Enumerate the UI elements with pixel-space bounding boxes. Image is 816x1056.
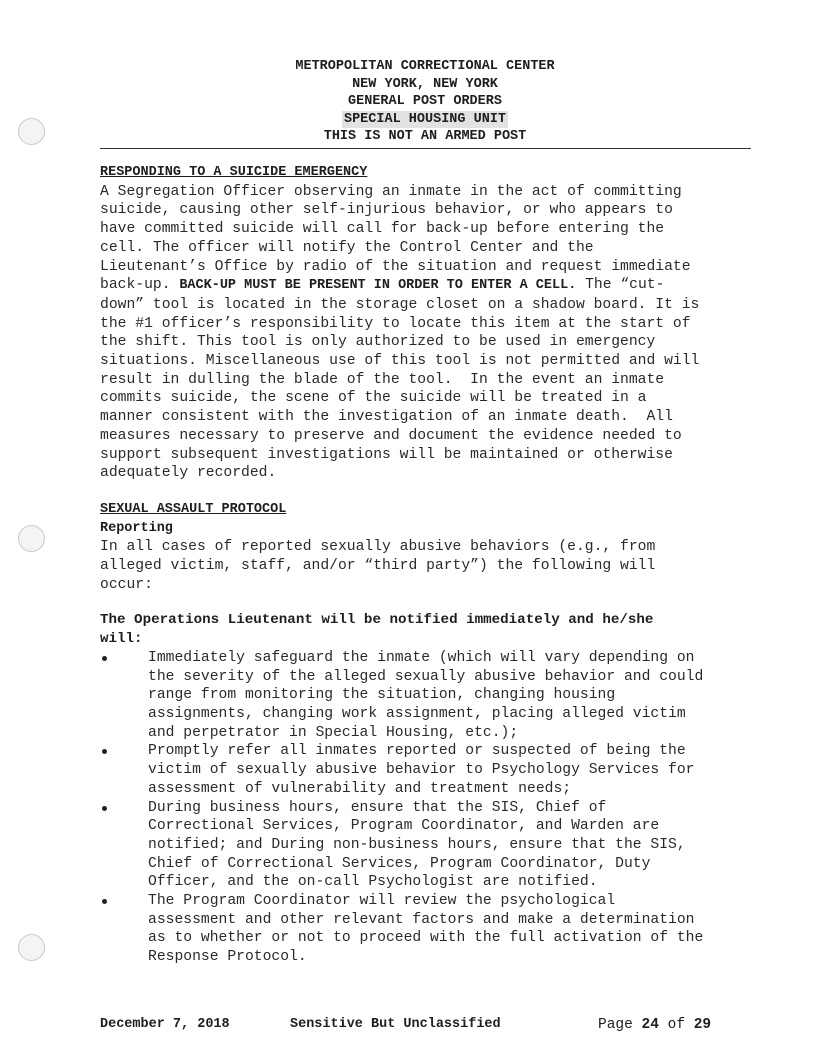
list-item: During business hours, ensure that the SIS, Chief of Correctional Services, Program Coordinator, and Warden are notified; and During non-business hours, ensure that the SIS, Chief of Correctional Services, Program Coordinator, Duty Officer, and the on-call Psychologist are notified. [100, 799, 760, 893]
list-item: Immediately safeguard the inmate (which will vary depending on the severity of the alleged sexually abusive behavior and could range from monitoring the situation, changing housing assignments, changing work assignment, placing alleged victim and perpetrator in Special Housing, etc.); [100, 649, 760, 743]
lieutenant-intro: The Operations Lieutenant will be notified immediately and he/she will: [100, 612, 654, 648]
bullet-icon [102, 656, 107, 661]
reporting-paragraph: In all cases of reported sexually abusive behaviors (e.g., from alleged victim, staff, and/or “third party”) the following will occur: [100, 539, 656, 593]
list-item: The Program Coordinator will review the psychological assessment and other relevant factors and make a determination as to whether or not to proceed with the full activation of the Response Protocol. [100, 892, 760, 967]
bullet-icon [102, 806, 107, 811]
footer-date: December 7, 2018 [100, 1017, 230, 1032]
header-divider [100, 148, 751, 149]
punch-hole [18, 525, 45, 552]
document-body [100, 164, 760, 967]
header-line: SPECIAL HOUSING UNIT [343, 111, 507, 127]
punch-hole [18, 118, 45, 145]
header-line: THIS IS NOT AN ARMED POST [323, 129, 527, 144]
lieutenant-duties-list [100, 649, 760, 967]
header-line: GENERAL POST ORDERS [348, 94, 502, 109]
footer-classification: Sensitive But Unclassified [290, 1017, 501, 1032]
document-header [100, 58, 750, 146]
list-item: Promptly refer all inmates reported or suspected of being the victim of sexually abusive behavior to Psychology Services for assessment of vulnerability and treatment needs; [100, 742, 760, 798]
subsection-title-reporting: Reporting [100, 520, 173, 536]
bullet-icon [102, 899, 107, 904]
header-line: NEW YORK, NEW YORK [352, 76, 498, 92]
page-number: Page 24 of 29 [598, 1017, 712, 1033]
backup-warning: BACK-UP MUST BE PRESENT IN ORDER TO ENTER A CELL. [179, 278, 577, 294]
section-title-sexual-assault: SEXUAL ASSAULT PROTOCOL [100, 501, 287, 517]
punch-hole [18, 934, 45, 961]
section-title-suicide: RESPONDING TO A SUICIDE EMERGENCY [100, 165, 368, 180]
suicide-paragraph: A Segregation Officer observing an inmate in the act of committing suicide, causing other self-injurious behavior, or who appears to have committed suicide will call for back-up before entering the cell. The officer will notify the Control Center and the Lieutenant’s Office by radio of the situation and request immediate back-up. BACK-UP MUST BE PRESENT IN ORDER TO ENTER A CELL. The “cut- down” tool is located in the storage closet on a shadow board. It is the #1 officer’s responsibility to locate this item at the start of the shift. This tool is only authorized to be used in emergency situations. Miscellaneous use of this tool is not permitted and will result in dulling the blade of the tool. In the event an inmate commits suicide, the scene of the suicide will be treated in a manner consistent with the investigation of an inmate death. All measures necessary to preserve and document the evidence needed to support subsequent investigations will be maintained or otherwise adequately recorded. [100, 183, 700, 482]
bullet-icon [102, 749, 107, 754]
header-line: METROPOLITAN CORRECTIONAL CENTER [295, 59, 555, 74]
